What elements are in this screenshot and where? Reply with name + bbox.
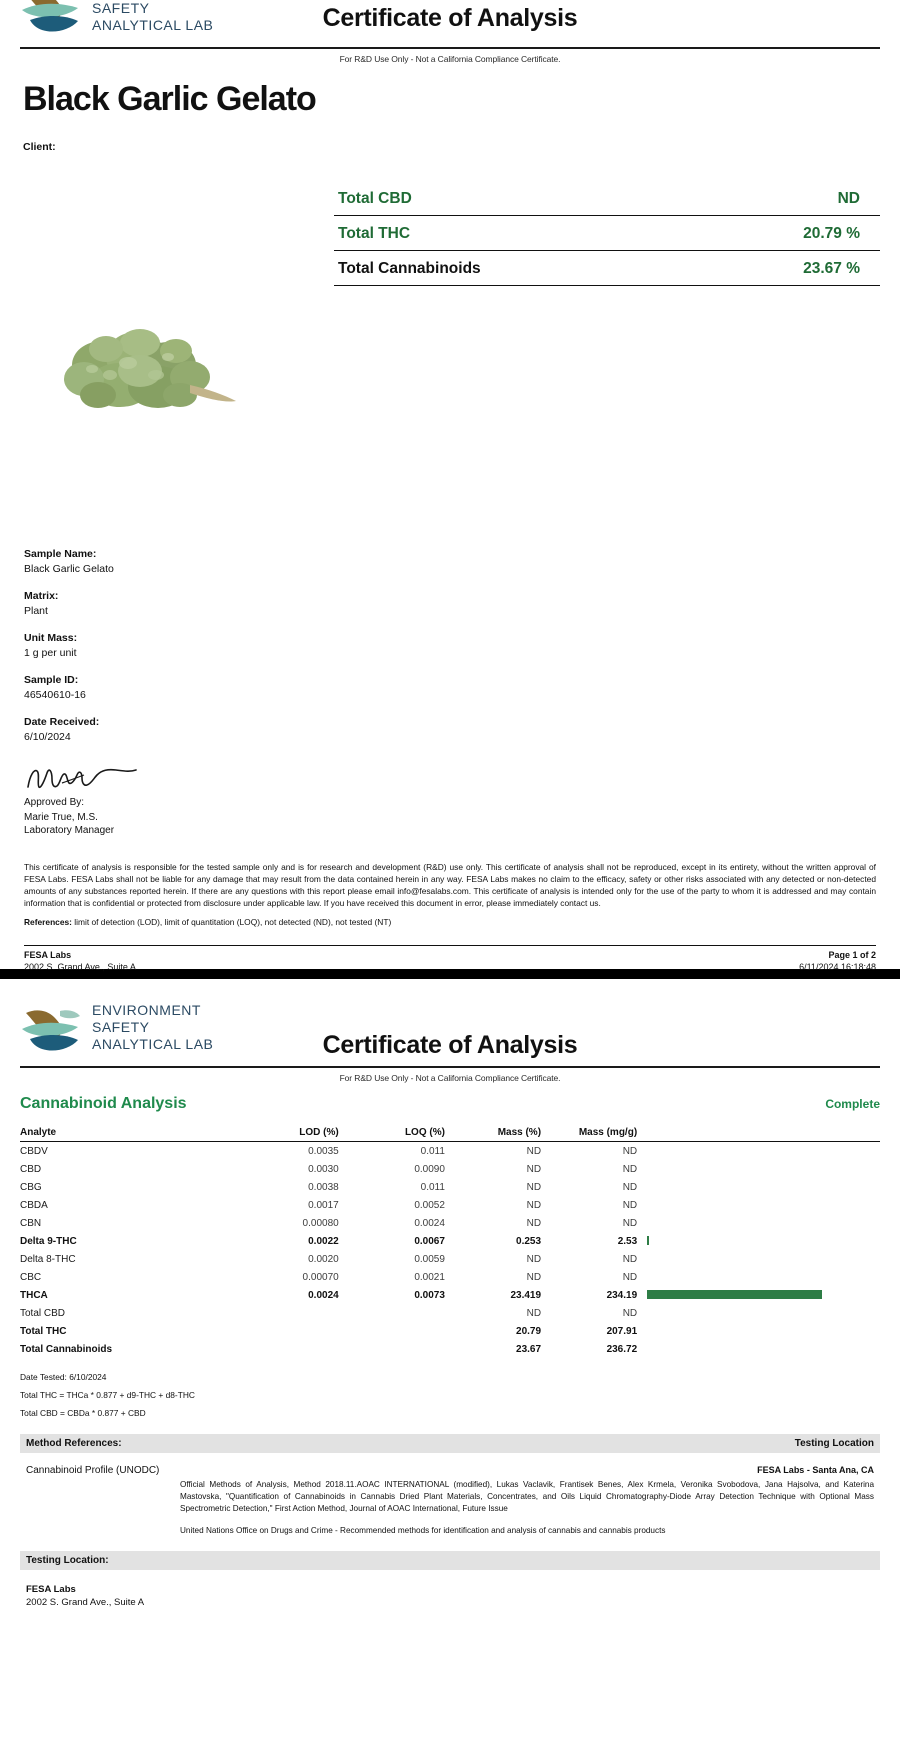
logo-line3: ANALYTICAL LAB [92,17,214,33]
summary-row-total-cbd [334,181,880,216]
cell-mass-mgg: 234.19 [606,1289,638,1301]
cell-lod: 0.0038 [308,1181,339,1193]
cell-mass-pct: 20.79 [516,1325,542,1337]
summary-label-total-cbd: Total CBD [334,181,689,216]
approved-by-label: Approved By: [24,797,85,808]
approver-role: Laboratory Manager [24,825,115,836]
logo-line3-page2: ANALYTICAL LAB [92,1036,214,1052]
logo-line2-page2: SAFETY [92,1019,150,1035]
cell-loq: 0.0073 [414,1289,445,1301]
client-label: Client: [23,141,56,153]
cell-bar [637,1286,880,1304]
method-row [20,1465,880,1476]
cell-bar [637,1214,880,1232]
cell-analyte: CBN [20,1217,42,1229]
location-address: 2002 S. Grand Ave., Suite A [26,1596,145,1608]
table-row [20,1322,880,1340]
cell-mass-mgg: ND [622,1163,638,1175]
references-line [24,917,876,929]
summary-label-total-cannabinoids: Total Cannabinoids [334,251,689,286]
cell-lod [232,1304,338,1322]
references-text: limit of detection (LOD), limit of quantitation (LOQ), not detected (ND), not tested (NT) [74,916,392,927]
note-date-tested: Date Tested: 6/10/2024 [20,1372,107,1382]
approver-name: Marie True, M.S. [24,812,98,823]
cell-mass-mgg: ND [622,1253,638,1265]
page2-header [20,1002,880,1065]
table-row [20,1286,880,1304]
table-row [20,1178,880,1196]
cell-mass-mgg: ND [622,1217,638,1229]
cell-loq: 0.011 [420,1181,445,1193]
meta-label-sample-id: Sample ID: [24,674,79,686]
col-lod: LOD (%) [232,1127,338,1142]
approval-block [20,761,320,836]
references-label: References: [24,916,72,927]
cannabinoid-table-body [20,1142,880,1359]
cell-analyte: CBC [20,1271,42,1283]
footer-page-number: Page 1 of 2 [828,949,876,960]
cell-mass-pct: ND [526,1199,542,1211]
legal-body-text: This certificate of analysis is responsible for the tested sample only and is for research and development (R&D) use only. This certificate of analysis shall not be reproduced, except in its entirety, without the written approval of FESA Labs. FESA Labs shall not be liable for any damage that may result from the data contained herein in any way. FESA Labs makes no claim to the efficacy, safety or other risks associated with any detected or non-detected amounts of any substances reported herein. If there are any questions with this report please email info@fesalabs.com. This certificate of analysis is intended only for the use of the party to whom it is addressed and may contain information that is confidential or protected from disclosure under applicable law. If you have received this document in error, please immediately contact us. [24,862,876,908]
cell-loq: 0.0059 [414,1253,445,1265]
cell-mass-mgg: ND [622,1145,638,1157]
testing-location-band [20,1551,880,1570]
summary-value-total-thc: 20.79 % [689,216,880,251]
cell-analyte: CBDV [20,1145,48,1157]
table-row [20,1160,880,1178]
cell-loq: 0.0090 [414,1163,445,1175]
method-lab-location: FESA Labs - Santa Ana, CA [757,1465,874,1475]
method-references-band [20,1434,880,1453]
footer-address: 2002 S. Grand Ave., Suite A [24,961,136,972]
note-total-cbd-formula: Total CBD = CBDa * 0.877 + CBD [20,1408,146,1418]
cell-bar [637,1322,880,1340]
cell-mass-pct: ND [526,1145,542,1157]
section-title: Cannabinoid Analysis [20,1095,187,1112]
cell-loq [339,1322,445,1340]
summary-value-total-cannabinoids: 23.67 % [689,251,880,286]
cell-bar [637,1160,880,1178]
cell-lod [232,1340,338,1358]
summary-row-total-cannabinoids [334,251,880,286]
cell-mass-pct: ND [526,1307,542,1319]
cell-mass-pct: ND [526,1163,542,1175]
method-references-label: Method References: [26,1438,122,1449]
table-row [20,1232,880,1250]
table-row [20,1214,880,1232]
cell-mass-mgg: ND [622,1181,638,1193]
table-header-row [20,1127,880,1142]
page-title-page2: Certificate of Analysis [322,1031,578,1059]
col-analyte: Analyte [20,1127,232,1142]
testing-location-band-label: Testing Location: [26,1554,109,1566]
cell-lod: 0.0020 [308,1253,339,1265]
meta-value-date-received: 6/10/2024 [24,731,71,743]
cell-mass-pct: ND [526,1271,542,1283]
cannabis-bud-image [40,313,270,443]
cell-mass-pct: 23.419 [510,1289,542,1301]
footer-lab-name: FESA Labs [24,949,72,960]
meta-value-sample-name: Black Garlic Gelato [24,563,114,575]
cell-bar [637,1232,880,1250]
meta-value-sample-id: 46540610-16 [24,689,86,701]
cell-analyte: CBD [20,1163,42,1175]
meta-label-unit-mass: Unit Mass: [24,632,78,644]
note-total-thc-formula: Total THC = THCa * 0.877 + d9-THC + d8-THC [20,1390,195,1400]
cell-mass-mgg: 236.72 [606,1343,638,1355]
cell-loq: 0.0024 [414,1217,445,1229]
cell-lod: 0.0024 [308,1289,339,1301]
cell-bar [637,1340,880,1358]
cell-loq [339,1304,445,1322]
cell-loq: 0.0021 [414,1271,445,1283]
sample-photo [20,163,320,533]
cell-mass-pct: 23.67 [516,1343,542,1355]
page1-right-column [320,163,880,836]
method-citation-unodc: United Nations Office on Drugs and Crime - Recommended methods for identification and analysis of cannabis and cannabis products [180,1525,666,1535]
method-name: Cannabinoid Profile (UNODC) [26,1465,160,1476]
cell-mass-pct: 0.253 [516,1235,542,1247]
status-badge: Complete [825,1097,880,1111]
header-divider-page2 [20,1066,880,1068]
meta-value-unit-mass: 1 g per unit [24,647,77,659]
page-title: Certificate of Analysis [322,4,578,32]
cell-mass-mgg: ND [622,1199,638,1211]
cell-mass-pct: ND [526,1181,542,1193]
cannabinoid-section-header [20,1095,880,1113]
cell-analyte: Total Cannabinoids [20,1343,113,1355]
table-row [20,1304,880,1322]
signature-image [24,761,320,795]
cell-lod [232,1322,338,1340]
cell-analyte: Delta 9-THC [20,1235,77,1247]
cell-lod: 0.0035 [308,1145,339,1157]
cannabinoid-analysis-table [20,1127,880,1358]
cell-bar [637,1250,880,1268]
page1-left-column [20,163,320,836]
meta-label-sample-name: Sample Name: [24,548,97,560]
legal-disclaimer [24,862,876,929]
cell-mass-pct: ND [526,1253,542,1265]
col-bar [637,1127,880,1142]
table-row [20,1340,880,1358]
disclaimer-text-page2: For R&D Use Only - Not a California Compliance Certificate. [339,1073,561,1083]
cell-analyte: Delta 8-THC [20,1253,76,1265]
meta-value-matrix: Plant [24,605,48,617]
cell-analyte: Total THC [20,1325,67,1337]
table-row [20,1142,880,1161]
cell-bar [637,1304,880,1322]
cell-analyte: Total CBD [20,1307,66,1319]
mass-bar [647,1236,649,1245]
meta-label-matrix: Matrix: [24,590,59,602]
location-lab-name: FESA Labs [26,1583,76,1595]
page1-footer [20,946,880,960]
analysis-notes [20,1372,880,1418]
cell-loq: 0.0067 [414,1235,445,1247]
sample-title: Black Garlic Gelato [23,80,316,118]
cell-mass-mgg: 207.91 [606,1325,638,1337]
cell-bar [637,1178,880,1196]
meta-label-date-received: Date Received: [24,716,100,728]
sample-metadata [20,548,320,743]
cell-lod: 0.0022 [308,1235,339,1247]
cell-lod: 0.00080 [302,1217,339,1229]
logo-line2: SAFETY [92,0,150,16]
cell-analyte: THCA [20,1289,48,1301]
mass-bar [647,1290,822,1299]
cell-lod: 0.0017 [308,1199,339,1211]
cell-loq: 0.0052 [414,1199,445,1211]
footer-timestamp: 6/11/2024 16:18:48 [799,961,876,972]
testing-location-label: Testing Location [794,1438,874,1449]
cell-lod: 0.0030 [308,1163,339,1175]
cell-mass-mgg: ND [622,1271,638,1283]
page1-body [20,163,880,836]
disclaimer-text: For R&D Use Only - Not a California Compliance Certificate. [339,54,561,64]
col-loq: LOQ (%) [339,1127,445,1142]
cell-mass-mgg: ND [622,1307,638,1319]
cell-analyte: CBG [20,1181,42,1193]
table-row [20,1196,880,1214]
cell-mass-mgg: 2.53 [617,1235,638,1247]
page1-footer-sub [20,960,880,972]
summary-label-total-thc: Total THC [334,216,689,251]
table-row [20,1250,880,1268]
page-2 [0,979,900,1608]
header-divider [20,47,880,49]
cell-lod: 0.00070 [302,1271,339,1283]
col-mass-pct: Mass (%) [445,1127,541,1142]
cell-loq: 0.011 [420,1145,445,1157]
cell-loq [339,1340,445,1358]
cell-analyte: CBDA [20,1199,48,1211]
cell-bar [637,1196,880,1214]
summary-row-total-thc [334,216,880,251]
col-mass-mgg: Mass (mg/g) [541,1127,637,1142]
cell-bar [637,1268,880,1286]
logo-line1-page2: ENVIRONMENT [92,1002,201,1018]
testing-location-details [20,1584,880,1608]
summary-results-table [334,181,880,286]
cell-bar [637,1142,880,1161]
method-citation: Official Methods of Analysis, Method 2018.11.AOAC INTERNATIONAL (modified), Lukas Vaclavik, Frantisek Benes, Alex Krmela, Veronika Svobodova, Jana Hajsolva, and Katerina Mastovska, "Quantification of Cannabinoids in Cannabis Dried Plant Materials, Concentrates, and Oils Liquid Chromatography-Diode Array Detection Technique with Optional Mass Spectrometric Detection," First Action Method, Journal of AOAC International, Future Issue [180,1480,874,1513]
summary-value-total-cbd: ND [689,181,880,216]
table-row [20,1268,880,1286]
page1-header [20,0,880,46]
cell-mass-pct: ND [526,1217,542,1229]
